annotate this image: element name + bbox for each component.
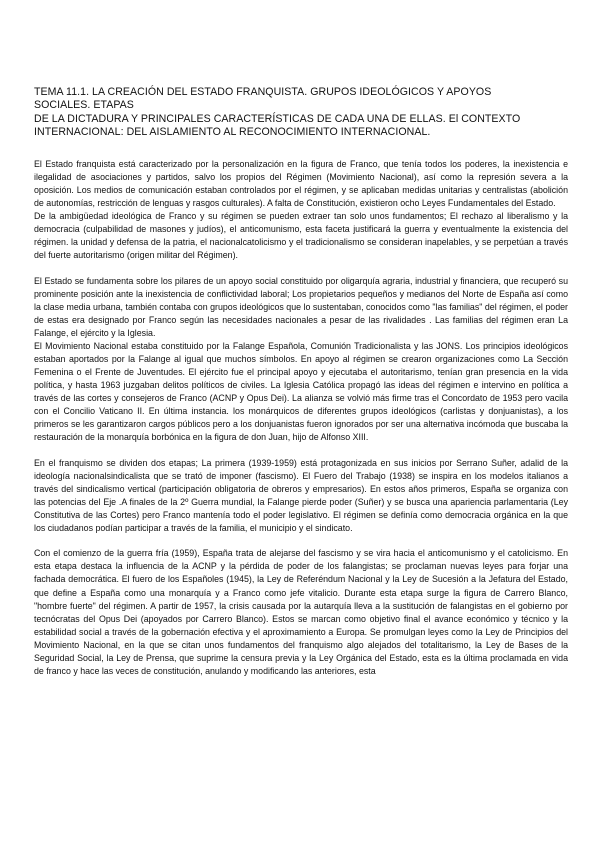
paragraph-text: El Estado se fundamenta sobre los pilares de un apoyo social constituido por oligarquía agraria, industrial y financiera, que recuperó su prominente posición ante la inexistencia de conflictividad laboral; Los propietarios pequeños y medianos del Norte de España así como la clase media urbana, también contaba con grupos ideológicos que lo sustentaban, conocidos como "las familias" del régimen, el poder de estas era designado por Franco según las necesidades nacionales a pesar de las rivalidades . Las familias del régimen eran La Falange, el ejército y la Iglesia. — [34, 275, 568, 338]
paragraph-social-support — [34, 275, 568, 445]
paragraph-text: El Movimiento Nacional estaba constituido por la Falange Española, Comunión Tradicionalista y las JONS. Los principios ideológicos estaban aportados por la Falange al igual que muchos símbolos. En apoyo al régimen se crearon organizaciones como La Sección Femenina o el Frente de Juventudes. El ejército fue el principal apoyo y ejecutaba el autoritarismo, tenían gran presencia en la vida política, y hasta 1963 juzgaban delitos políticos de civiles. La Iglesia Católica propagó las ideas del régimen e intervino en política a través de las cortes y consejeros de Franco (ACNP y Opus Dei). La alianza se volvió más firme tras el Concordato de 1953 pero vacila con el Concilio Vaticano II. En última instancia. los monárquicos de diferentes grupos ideológicos (carlistas y donjuanistas), a los primeros se les garantizaron cargos públicos pero a los donjuanistas fueron ignorados por ser una alternativa incómoda que buscaba la restauración de la monarquía borbónica en la figura de don Juan, hijo de Alfonso XIII. — [34, 340, 568, 443]
document-title — [34, 86, 568, 140]
paragraph-text: El Estado franquista está caracterizado por la personalización en la figura de Franco, que tenía todos los poderes, la inexistencia e ilegalidad de asociaciones y partidos, salvo los propios del Régimen (Movimiento Nacional), así como la represión severa a la oposición. Los medios de comunicación estaban controlados por el régimen, y se aplicaban medidas unitarias y centralistas (abolición de autonomías, restricción de lenguas y rasgos culturales). A falta de Constitución, existieron ocho Leyes Fundamentales del Estado. — [34, 158, 568, 208]
paragraph-text: Con el comienzo de la guerra fría (1959), España trata de alejarse del fascismo y se vira hacia el anticomunismo y el catolicismo. En esta etapa destaca la influencia de la ACNP y la pérdida de poder de los falangistas; se proclaman nuevas leyes para forjar una fachada democrática. El fuero de los Españoles (1945), la Ley de Referéndum Nacional y la Ley de Sucesión a la Jefatura del Estado, que define a España como una monarquía y a Franco como jefe vitalicio. Durante esta etapa surge la figura de Carrero Blanco, "hombre fuerte" del régimen. A partir de 1957, la crisis causada por la autarquía lleva a la sustitución de falangistas en el gobierno por tecnócratas del Opus Dei (apoyados por Carrero Blanco). Estos se marcan como objetivo final el avance económico y técnico y la estabilidad social a través de la gobernación efectiva y el aproximamiento a Europa. Se promulgan leyes como la Ley de Principios del Movimiento Nacional, en la que se citan unos fundamentos del franquismo algo alejados del totalitarismo, la Ley de Bases de la Seguridad Social, la Ley de Prensa, que suprime la censura previa y la Ley Orgánica del Estado, esta es la última proclamada en vida de franco y hace las veces de constitución, anulando y modificando las anteriores, esta — [34, 548, 568, 676]
paragraph-text: En el franquismo se dividen dos etapas; La primera (1939-1959) está protagonizada en sus inicios por Serrano Suñer, adalid de la ideología nacionalsindicalista que se trató de imponer (fascismo). El Fuero del Trabajo (1938) se inspira en los modelos italianos a través del sindicalismo vertical (participación obligatoria de obreros y empresarios). En estos años primeros, España se organiza con las potencias del Eje .A finales de la 2º Guerra mundial, la Falange pierde poder (Suñer) y se busca una apariencia parlamentaria (Ley Constitutiva de las Cortes) pero Franco mantenía todo el poder legislativo. El régimen se definía como democracia orgánica en la que los ciudadanos podían participar a través de la familia, el municipio y el sindicato. — [34, 457, 568, 533]
paragraph-state-characteristics — [34, 158, 568, 262]
paragraph-first-stage — [34, 457, 568, 535]
title-line: TEMA 11.1. LA CREACIÓN DEL ESTADO FRANQUISTA. GRUPOS IDEOLÓGICOS Y APOYOS — [34, 86, 492, 98]
paragraph-cold-war-stage — [34, 547, 568, 677]
paragraph-text: De la ambigüedad ideológica de Franco y su régimen se pueden extraer tan solo unos fundamentos; El rechazo al liberalismo y la democracia (culpabilidad de masones y judíos), el anticomunismo, esta faceta justificará la guerra y eventualmente la existencia del régimen. la unidad y defensa de la patria, el nacionalcatolicismo y el tradicionalismo se consideran inapelables, y se perpetúan a través del fuerte autoritarismo (origen militar del Régimen). — [34, 210, 568, 260]
title-line: DE LA DICTADURA Y PRINCIPALES CARACTERÍSTICAS DE CADA UNA DE ELLAS. El CONTEXTO — [34, 112, 521, 125]
title-line: INTERNACIONAL: DEL AISLAMIENTO AL RECONOCIMIENTO INTERNACIONAL. — [34, 126, 431, 139]
document-page — [34, 86, 568, 690]
title-line: SOCIALES. ETAPAS — [34, 99, 134, 112]
